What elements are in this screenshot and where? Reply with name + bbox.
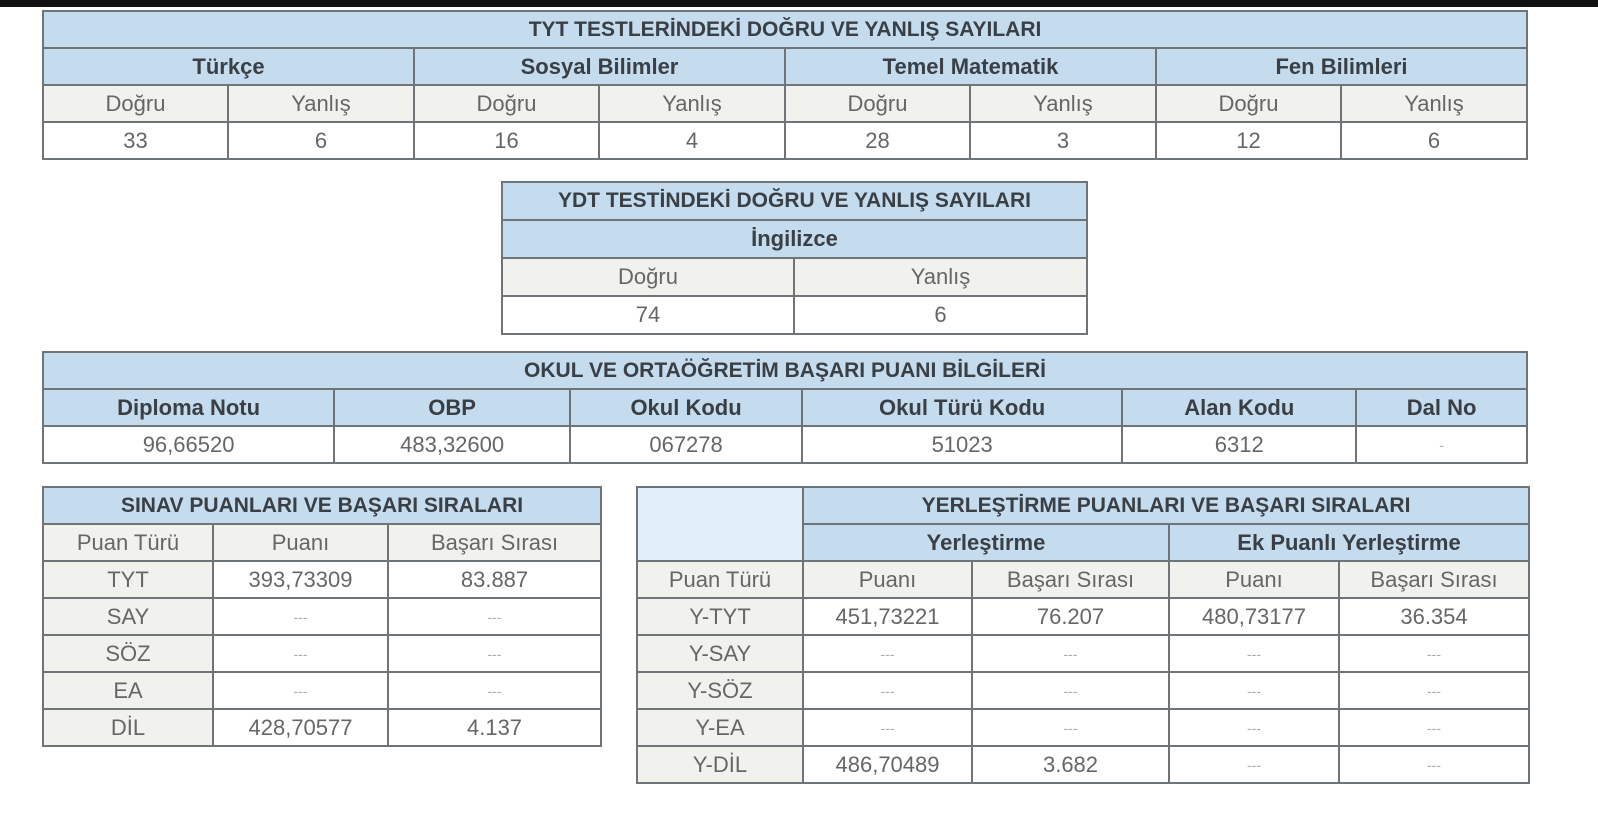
rank-value: 4.137: [388, 709, 601, 746]
placement-scores-table: [636, 486, 1530, 784]
rank-value: ---: [388, 635, 601, 672]
rank-value: 83.887: [388, 561, 601, 598]
rank-value: ---: [972, 709, 1169, 746]
fen-correct-value: 12: [1156, 122, 1341, 159]
correct-label: Doğru: [785, 85, 970, 122]
okul-turu-kodu-value: 51023: [802, 426, 1122, 463]
matematik-correct-value: 28: [785, 122, 970, 159]
wrong-label: Yanlış: [794, 258, 1087, 296]
obp-table-title: OKUL VE ORTAÖĞRETİM BAŞARI PUANI BİLGİLERİ: [43, 352, 1527, 389]
tyt-results-table: [42, 10, 1528, 160]
subject-temel-matematik: Temel Matematik: [785, 48, 1156, 85]
obp-value: 483,32600: [334, 426, 570, 463]
okul-kodu-value: 067278: [570, 426, 802, 463]
rank-value: ---: [972, 672, 1169, 709]
exam-scores-table: [42, 486, 602, 747]
correct-label: Doğru: [43, 85, 228, 122]
ek-score-value: ---: [1169, 746, 1339, 783]
col-alan-kodu: Alan Kodu: [1122, 389, 1356, 426]
fen-wrong-value: 6: [1341, 122, 1527, 159]
placement-corner-cell: [637, 487, 803, 561]
score-value: 451,73221: [803, 598, 972, 635]
group-yerlestirme: Yerleştirme: [803, 524, 1169, 561]
ydt-table-title: YDT TESTİNDEKİ DOĞRU VE YANLIŞ SAYILARI: [502, 182, 1087, 220]
wrong-label: Yanlış: [599, 85, 785, 122]
score-type: TYT: [43, 561, 213, 598]
score-type: Y-EA: [637, 709, 803, 746]
rank-value: 76.207: [972, 598, 1169, 635]
score-type: Y-TYT: [637, 598, 803, 635]
obp-info-table: [42, 351, 1528, 464]
table-row: [43, 709, 601, 746]
ek-rank-value: ---: [1339, 709, 1529, 746]
score-type: EA: [43, 672, 213, 709]
ingilizce-correct-value: 74: [502, 296, 794, 334]
placement-scores-title: YERLEŞTİRME PUANLARI VE BAŞARI SIRALARI: [803, 487, 1529, 524]
wrong-label: Yanlış: [228, 85, 414, 122]
ek-rank-value: ---: [1339, 746, 1529, 783]
score-value: 393,73309: [213, 561, 388, 598]
table-row: [43, 635, 601, 672]
dal-no-value: -: [1356, 426, 1527, 463]
correct-label: Doğru: [1156, 85, 1341, 122]
subject-turkce: Türkçe: [43, 48, 414, 85]
table-row: [637, 746, 1529, 783]
alan-kodu-value: 6312: [1122, 426, 1356, 463]
ek-rank-value: 36.354: [1339, 598, 1529, 635]
matematik-wrong-value: 3: [970, 122, 1156, 159]
turkce-correct-value: 33: [43, 122, 228, 159]
score-type: DİL: [43, 709, 213, 746]
group-ek-puanli-yerlestirme: Ek Puanlı Yerleştirme: [1169, 524, 1529, 561]
table-row: [43, 598, 601, 635]
col-basari-sirasi: Başarı Sırası: [388, 524, 601, 561]
score-value: ---: [213, 635, 388, 672]
rank-value: ---: [972, 635, 1169, 672]
score-value: ---: [213, 598, 388, 635]
sosyal-wrong-value: 4: [599, 122, 785, 159]
score-type: Y-DİL: [637, 746, 803, 783]
ydt-results-table: [501, 181, 1088, 335]
table-row: [637, 598, 1529, 635]
col-puani: Puanı: [803, 561, 972, 598]
score-value: ---: [803, 709, 972, 746]
table-row: [43, 561, 601, 598]
turkce-wrong-value: 6: [228, 122, 414, 159]
subject-sosyal-bilimler: Sosyal Bilimler: [414, 48, 785, 85]
ek-score-value: ---: [1169, 672, 1339, 709]
subject-ingilizce: İngilizce: [502, 220, 1087, 258]
ingilizce-wrong-value: 6: [794, 296, 1087, 334]
exam-scores-title: SINAV PUANLARI VE BAŞARI SIRALARI: [43, 487, 601, 524]
col-puani: Puanı: [213, 524, 388, 561]
rank-value: ---: [388, 598, 601, 635]
rank-value: ---: [388, 672, 601, 709]
correct-label: Doğru: [502, 258, 794, 296]
col-dal-no: Dal No: [1356, 389, 1527, 426]
score-value: 486,70489: [803, 746, 972, 783]
sosyal-correct-value: 16: [414, 122, 599, 159]
table-row: [43, 672, 601, 709]
col-basari-sirasi: Başarı Sırası: [972, 561, 1169, 598]
score-value: ---: [803, 635, 972, 672]
ek-score-value: ---: [1169, 635, 1339, 672]
col-puan-turu: Puan Türü: [43, 524, 213, 561]
col-puan-turu: Puan Türü: [637, 561, 803, 598]
score-type: Y-SÖZ: [637, 672, 803, 709]
col-okul-kodu: Okul Kodu: [570, 389, 802, 426]
col-obp: OBP: [334, 389, 570, 426]
score-type: SÖZ: [43, 635, 213, 672]
col-ek-basari-sirasi: Başarı Sırası: [1339, 561, 1529, 598]
correct-label: Doğru: [414, 85, 599, 122]
tyt-table-title: TYT TESTLERİNDEKİ DOĞRU VE YANLIŞ SAYILARI: [43, 11, 1527, 48]
score-type: Y-SAY: [637, 635, 803, 672]
score-value: ---: [803, 672, 972, 709]
table-row: [637, 635, 1529, 672]
table-row: [637, 672, 1529, 709]
score-value: 428,70577: [213, 709, 388, 746]
rank-value: 3.682: [972, 746, 1169, 783]
ek-rank-value: ---: [1339, 672, 1529, 709]
subject-fen-bilimleri: Fen Bilimleri: [1156, 48, 1527, 85]
top-border-bar: [0, 0, 1598, 7]
table-row: [637, 709, 1529, 746]
diploma-notu-value: 96,66520: [43, 426, 334, 463]
wrong-label: Yanlış: [1341, 85, 1527, 122]
wrong-label: Yanlış: [970, 85, 1156, 122]
score-value: ---: [213, 672, 388, 709]
ek-score-value: ---: [1169, 709, 1339, 746]
score-type: SAY: [43, 598, 213, 635]
col-diploma-notu: Diploma Notu: [43, 389, 334, 426]
col-okul-turu-kodu: Okul Türü Kodu: [802, 389, 1122, 426]
ek-score-value: 480,73177: [1169, 598, 1339, 635]
col-ek-puani: Puanı: [1169, 561, 1339, 598]
ek-rank-value: ---: [1339, 635, 1529, 672]
